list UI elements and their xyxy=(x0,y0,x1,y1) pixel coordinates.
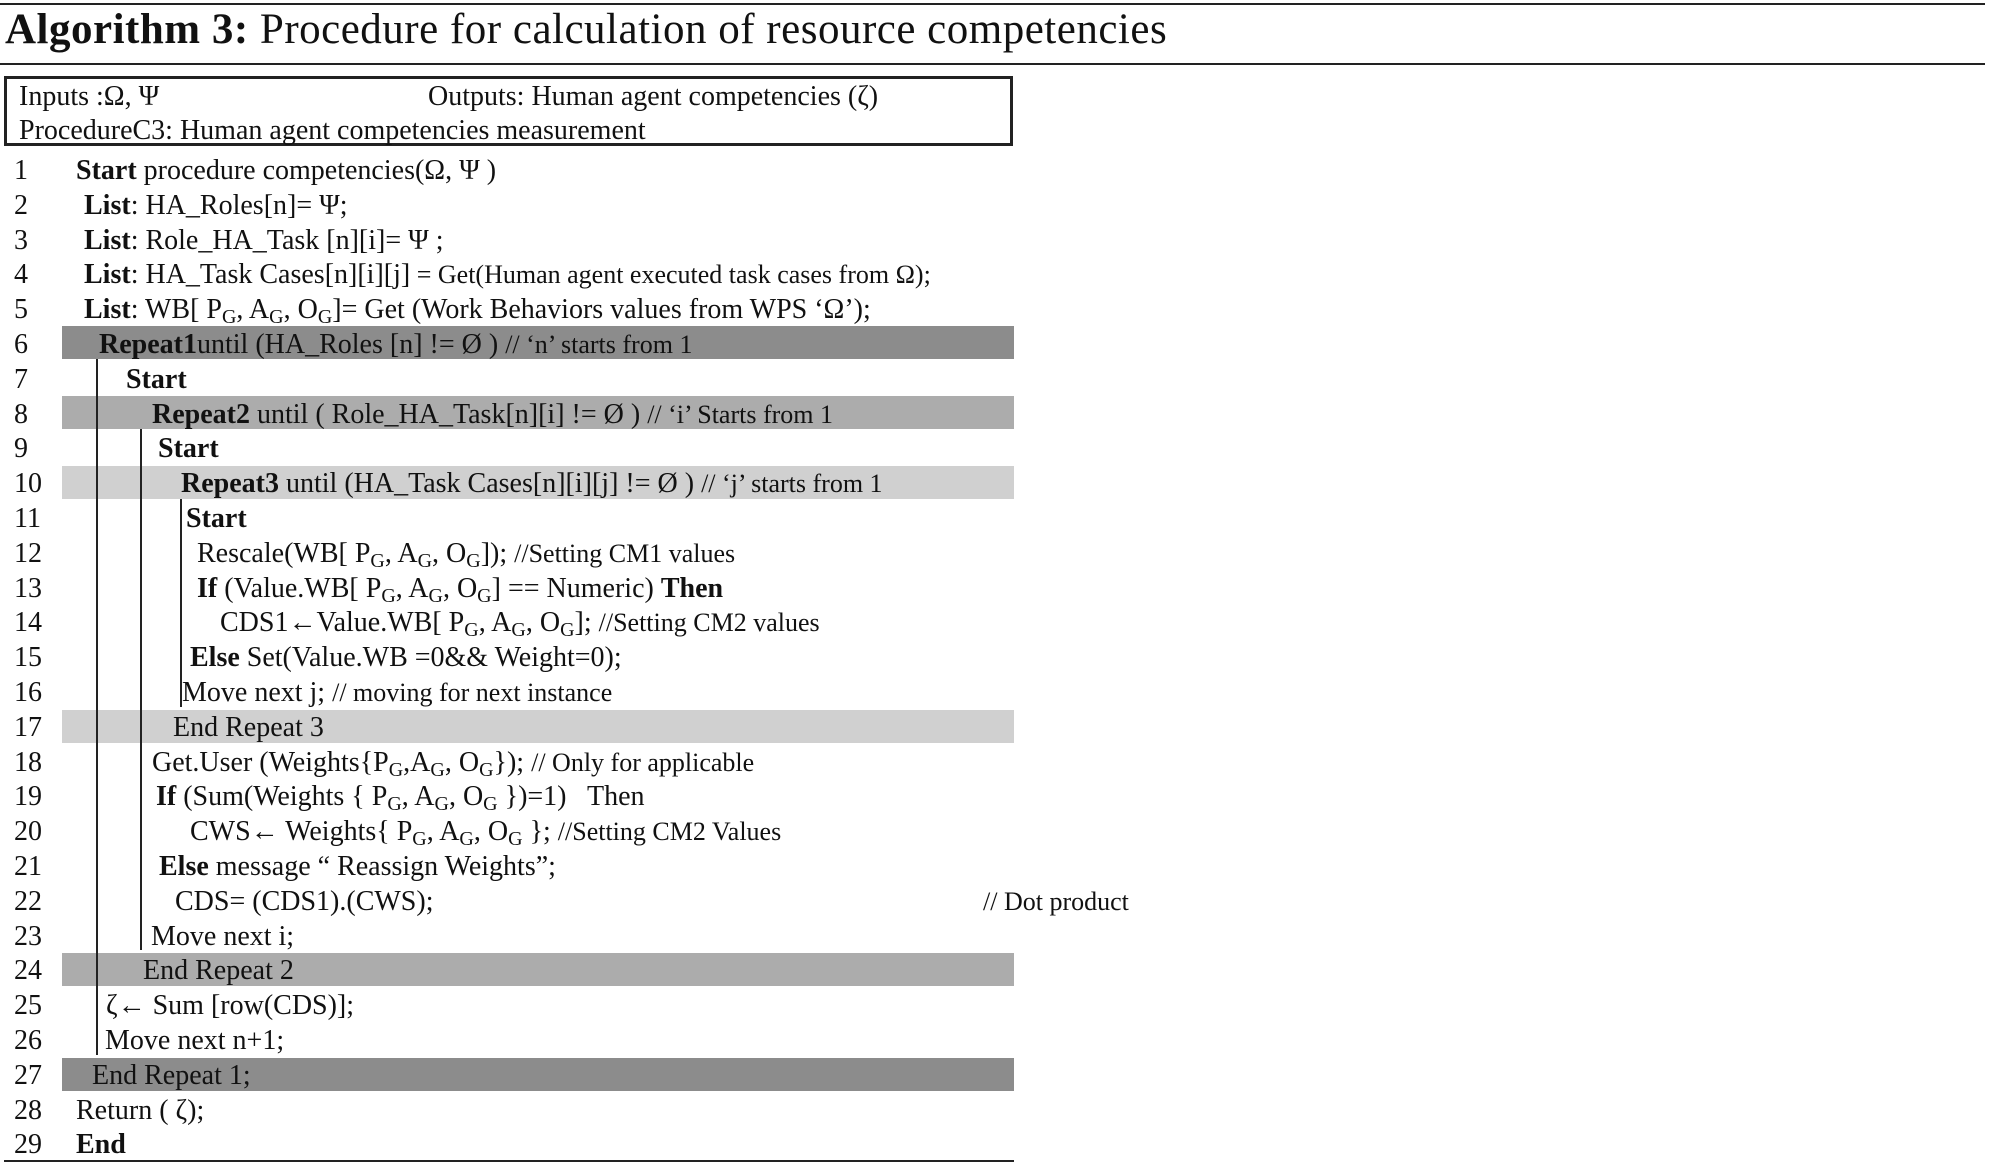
code-text: : HA_Roles[n]= Ψ; xyxy=(130,189,348,221)
line-number: 28 xyxy=(14,1094,42,1126)
line-number: 7 xyxy=(14,363,28,395)
line-number: 4 xyxy=(14,259,28,291)
keyword: Start xyxy=(186,503,247,534)
keyword: Repeat3 xyxy=(181,468,279,500)
code-content xyxy=(175,884,1129,919)
code-content xyxy=(76,153,496,188)
code-content xyxy=(76,1127,126,1162)
code-content xyxy=(173,710,324,745)
code-comment: //Setting CM1 values xyxy=(514,538,736,568)
line-number: 17 xyxy=(14,711,42,743)
code-tail: Then xyxy=(587,781,645,813)
code-line xyxy=(0,153,1010,188)
code-line xyxy=(0,1058,1010,1093)
code-line xyxy=(0,536,1010,571)
code-text: Move next i; xyxy=(151,920,295,952)
code-content xyxy=(182,675,612,710)
line-number: 25 xyxy=(14,990,42,1022)
line-number: 10 xyxy=(14,468,42,500)
code-content xyxy=(126,362,187,397)
code-rest: Get (Work Behaviors values from WPS ‘Ω’); xyxy=(364,294,871,326)
keyword: Repeat2 xyxy=(152,398,250,430)
line-number: 23 xyxy=(14,920,42,952)
code-content: CDS1←Value.WB[ $P_G$, $A_G$, $O_G$]; //Setting CM2 values xyxy=(220,607,820,642)
code-text: Move next n+1; xyxy=(105,1025,285,1056)
line-number: 26 xyxy=(14,1025,42,1056)
code-content xyxy=(99,327,692,362)
line-number: 27 xyxy=(14,1059,42,1091)
code-text: procedure competencies(Ω, Ψ ) xyxy=(136,155,497,186)
code-line xyxy=(0,640,1010,675)
code-content xyxy=(84,188,348,223)
code-line xyxy=(0,431,1010,466)
line-number: 6 xyxy=(14,329,28,360)
code-line xyxy=(0,919,1010,954)
code-content: ζ← Sum [row(CDS)]; xyxy=(106,990,355,1022)
keyword: Else xyxy=(159,851,209,882)
line-number: 29 xyxy=(14,1129,42,1161)
code-content xyxy=(159,849,556,884)
line-number: 2 xyxy=(14,189,28,221)
line-number: 13 xyxy=(14,572,42,604)
code-content: If (Value.WB[ $P_G$, $A_G$, $O_G$] == Numeric) Then xyxy=(197,572,724,607)
line-number: 18 xyxy=(14,746,42,778)
line-number: 19 xyxy=(14,781,42,813)
code-line xyxy=(0,571,1010,606)
code-line xyxy=(0,223,1010,258)
code-text: until ( Role_HA_Task[n][i] != Ø ) xyxy=(249,398,648,430)
outputs-label: Outputs: Human agent competencies (ζ) xyxy=(428,81,879,112)
code-content xyxy=(158,431,219,466)
code-line xyxy=(0,1127,1010,1162)
keyword: Else xyxy=(190,642,240,674)
line-number: 3 xyxy=(14,224,28,256)
code-text: until (HA_Task Cases[n][i][j] != Ø ) xyxy=(278,468,702,500)
code-comment: //Setting CM2 values xyxy=(598,608,820,638)
code-content xyxy=(92,1058,251,1093)
io-box xyxy=(4,76,1013,146)
code-content xyxy=(186,501,247,536)
code-content xyxy=(190,640,622,675)
code-text: Move next j; xyxy=(182,677,333,708)
code-content xyxy=(152,397,833,432)
code-line xyxy=(0,779,1010,814)
code-text: : Role_HA_Task [n][i]= Ψ ; xyxy=(130,224,444,256)
code-comment: // ‘i’ Starts from 1 xyxy=(647,399,834,429)
code-line xyxy=(0,675,1010,710)
code-line xyxy=(0,327,1010,362)
code-line xyxy=(0,257,1010,292)
code-line xyxy=(0,710,1010,745)
code-text: CDS= (CDS1).(CWS); xyxy=(175,885,434,917)
code-comment: // ‘j’ starts from 1 xyxy=(701,469,883,499)
title-rule xyxy=(0,63,1985,65)
code-comment: //Setting CM2 Values xyxy=(557,817,782,847)
code-content xyxy=(76,1093,204,1128)
code-line xyxy=(0,501,1010,536)
code-line xyxy=(0,1093,1010,1128)
line-number: 12 xyxy=(14,537,42,569)
code-line xyxy=(0,884,1129,919)
line-number: 16 xyxy=(14,677,42,708)
keyword: Start xyxy=(76,155,137,186)
line-number: 22 xyxy=(14,885,42,917)
code-text: End Repeat 3 xyxy=(173,711,324,743)
line-number: 15 xyxy=(14,642,42,674)
keyword: List xyxy=(84,224,131,256)
keyword: Repeat1 xyxy=(99,329,197,360)
line-number: 5 xyxy=(14,294,28,326)
code-line xyxy=(0,953,1010,988)
code-line xyxy=(0,397,1010,432)
code-content xyxy=(151,919,294,954)
line-number: 14 xyxy=(14,607,42,639)
code-line xyxy=(0,362,1010,397)
code-comment: // Dot product xyxy=(983,886,1129,916)
algorithm-title xyxy=(5,5,1167,55)
code-text: message “ Reassign Weights”; xyxy=(208,851,556,882)
code-line xyxy=(0,849,1010,884)
line-number: 24 xyxy=(14,955,42,987)
code-content xyxy=(105,1023,284,1058)
code-line xyxy=(0,188,1010,223)
code-line xyxy=(0,1023,1010,1058)
code-line xyxy=(0,814,1010,849)
code-line xyxy=(0,292,1010,327)
keyword: Start xyxy=(126,363,187,395)
keyword: Then xyxy=(660,572,724,604)
procedure-label: ProcedureC3: Human agent competencies measurement xyxy=(19,115,646,146)
line-number: 1 xyxy=(14,155,28,186)
line-number: 21 xyxy=(14,851,42,882)
algorithm-label: Algorithm 3: xyxy=(5,6,249,53)
line-number: 20 xyxy=(14,816,42,848)
code-comment: // ‘n’ starts from 1 xyxy=(505,330,693,359)
code-content xyxy=(84,257,931,292)
keyword: End xyxy=(76,1129,126,1161)
code-line xyxy=(0,466,1010,501)
code-text: Set(Value.WB =0&& Weight=0); xyxy=(239,642,622,674)
code-content: If (Sum(Weights { $P_G$, $A_G$, $O_G$ })=1) Then xyxy=(156,781,645,816)
code-content xyxy=(84,223,444,258)
code-comment: // Only for applicable xyxy=(531,747,755,777)
code-line xyxy=(0,745,1010,780)
code-text: Return ( ζ); xyxy=(76,1094,205,1126)
code-tail: = Get(Human agent executed task cases from Ω); xyxy=(410,260,931,290)
code-content xyxy=(181,466,883,501)
code-line xyxy=(0,988,1010,1023)
code-line xyxy=(0,605,1010,640)
code-text: : HA_Task Cases[n][i][j] xyxy=(130,259,411,291)
line-number: 11 xyxy=(14,503,41,534)
code-text: End Repeat 1; xyxy=(92,1059,251,1091)
code-content: Rescale(WB[ $P_G$, $A_G$, $O_G$]); //Setting CM1 values xyxy=(197,537,736,572)
code-text: until (HA_Roles [n] != Ø ) xyxy=(196,329,506,360)
keyword: Start xyxy=(158,433,219,465)
keyword: List xyxy=(84,189,131,221)
code-text: End Repeat 2 xyxy=(143,955,294,987)
code-comment: // moving for next instance xyxy=(332,678,613,707)
keyword: List xyxy=(84,259,131,291)
inputs-label: Inputs :Ω, Ψ xyxy=(19,81,160,112)
line-number: 8 xyxy=(14,398,28,430)
code-content: CWS← Weights{ $P_G$, $A_G$, $O_G$ }; //Setting CM2 Values xyxy=(190,816,782,851)
code-content: Get.User ($Weights\{P_G,A_G$, $O_G$}); // Only for applicable xyxy=(152,746,755,781)
code-content xyxy=(143,953,294,988)
line-number: 9 xyxy=(14,433,28,465)
algorithm-caption: Procedure for calculation of resource competencies xyxy=(259,6,1168,53)
code-content: List: WB[ $P_G$, $A_G$, $O_G]=$ Get (Work Behaviors values from WPS ‘Ω’); xyxy=(84,294,871,329)
